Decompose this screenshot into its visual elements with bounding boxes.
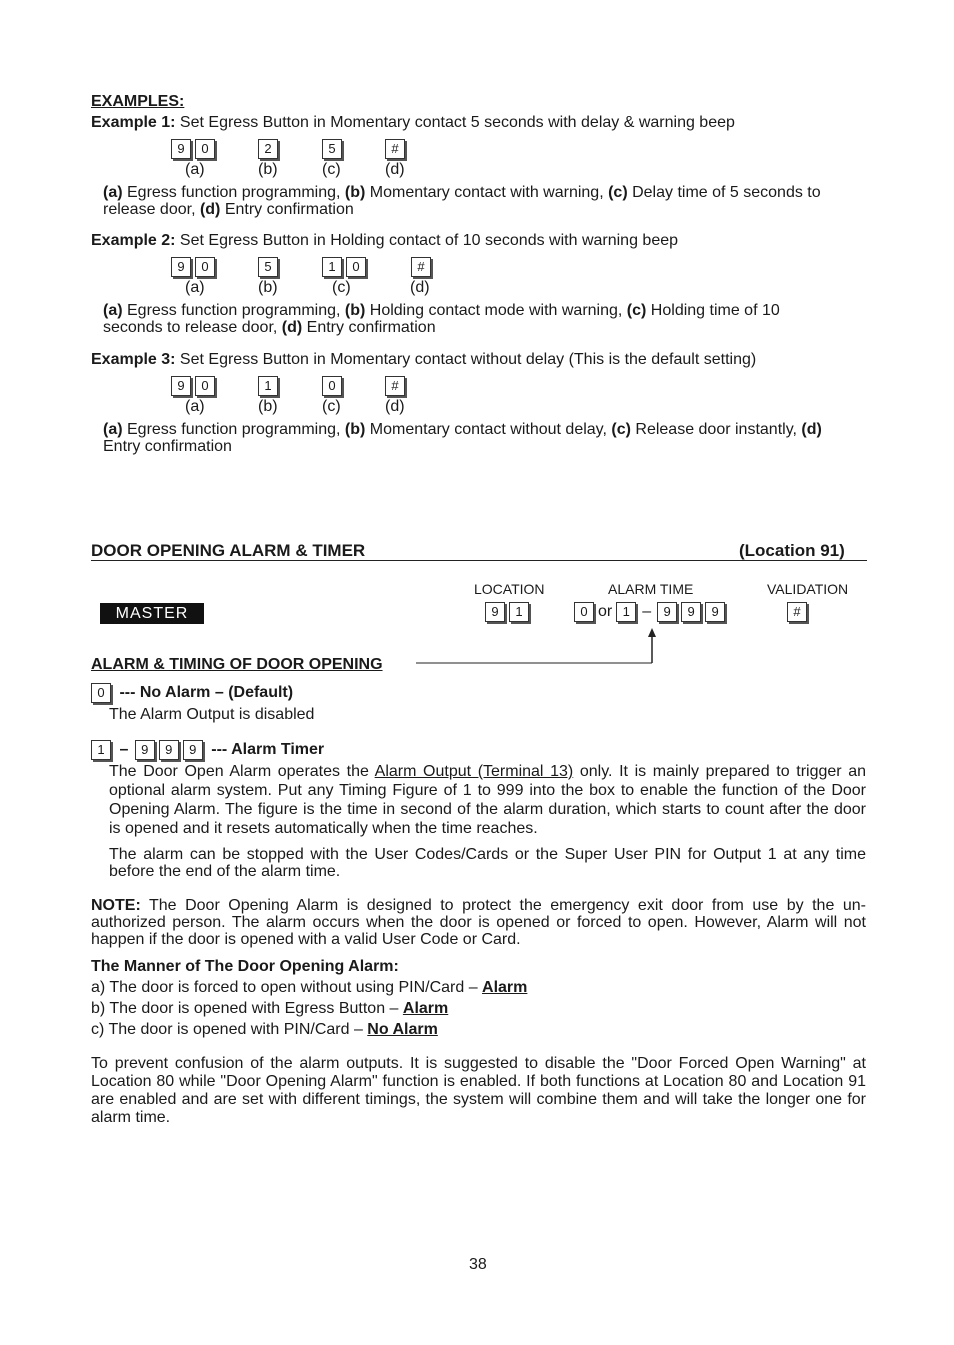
example-3-keys-b: [258, 376, 282, 396]
label-c: (c): [332, 279, 351, 296]
key: 9: [705, 602, 725, 622]
key: 9: [485, 602, 505, 622]
label-a: (a): [185, 161, 205, 178]
col-validation-label: VALIDATION: [767, 581, 849, 597]
key: 5: [322, 139, 342, 159]
key: 9: [171, 376, 191, 396]
master-badge: MASTER: [100, 603, 204, 624]
key: #: [787, 602, 807, 622]
example-3-title: Example 3: Set Egress Button in Momentary contact without delay (This is the default setting): [91, 351, 757, 368]
example-3-keys-d: [385, 376, 409, 396]
section-location: (Location 91): [739, 541, 845, 560]
or-text: or: [598, 603, 613, 620]
label-c: (c): [322, 161, 341, 178]
examples-heading: EXAMPLES:: [91, 93, 185, 110]
example-2-keys-a: [171, 257, 219, 277]
label-c: (c): [322, 398, 341, 415]
alarm-time-keys: [574, 602, 729, 622]
key: 9: [657, 602, 677, 622]
key: 9: [159, 740, 179, 760]
validation-keys: [787, 602, 811, 622]
note-paragraph: NOTE: The Door Opening Alarm is designed to protect the emergency exit door from use by the un-authorized person. The alarm occurs when the door is opened or forced to open. However, Alarm will not happen if the door is opened with a valid User Code or Card.: [91, 897, 866, 948]
label-b: (b): [258, 398, 278, 415]
option-0-desc: The Alarm Output is disabled: [109, 706, 315, 723]
label-d: (d): [410, 279, 430, 296]
label-a: (a): [185, 398, 205, 415]
example-1-keys-d: [385, 139, 409, 159]
closing-paragraph: To prevent confusion of the alarm outputs. It is suggested to disable the "Door Forced Open Warning" at Location 80 while "Door Opening Alarm" function is enabled. If both functions at Location 80 and Location 91 are enabled and are set with different timings, the system will combine them and will take the longer one for alarm time.: [91, 1055, 866, 1126]
key: #: [385, 139, 405, 159]
key: 9: [171, 139, 191, 159]
manner-item: b) The door is opened with Egress Button – Alarm: [91, 1000, 449, 1017]
example-3-keys-c: [322, 376, 346, 396]
label-b: (b): [258, 161, 278, 178]
label-a: (a): [185, 279, 205, 296]
label-d: (d): [385, 398, 405, 415]
page-number: 38: [469, 1256, 487, 1273]
option-0-row: 0 --- No Alarm – (Default): [91, 683, 293, 703]
example-1-keys-a: [171, 139, 219, 159]
key: #: [385, 376, 405, 396]
section-title: DOOR OPENING ALARM & TIMER: [91, 541, 366, 560]
example-2-keys-d: [411, 257, 435, 277]
key: 0: [195, 257, 215, 277]
key: 9: [183, 740, 203, 760]
example-1-desc: (a) Egress function programming, (b) Momentary contact with warning, (c) Delay time of 5 seconds to release door, (d) Entry confirmation: [103, 184, 821, 218]
key: 0: [574, 602, 594, 622]
key: 1: [322, 257, 342, 277]
manner-item: c) The door is opened with PIN/Card – No Alarm: [91, 1021, 438, 1038]
example-1-keys-b: [258, 139, 282, 159]
key: 1: [258, 376, 278, 396]
key: 5: [258, 257, 278, 277]
key: 0: [91, 683, 111, 703]
key: #: [411, 257, 431, 277]
example-1-title: Example 1: Set Egress Button in Momentary contact 5 seconds with delay & warning beep: [91, 114, 735, 131]
key: 0: [322, 376, 342, 396]
option-1-row: 1 – 9 9 9 --- Alarm Timer: [91, 740, 324, 760]
example-2-desc: (a) Egress function programming, (b) Holding contact mode with warning, (c) Holding time of 10 seconds to release door, (d) Entry confirmation: [103, 302, 780, 336]
option-1-paragraph-1: The Door Open Alarm operates the Alarm Output (Terminal 13) only. It is mainly prepared to trigger an optional alarm system. Put any Timing Figure of 1 to 999 into the box to enable the function of the Door Opening Alarm. The figure is the time in second of the alarm duration, which starts to count after the door is opened and it resets automatically when the time reaches.: [109, 763, 867, 837]
example-2-keys-b: [258, 257, 282, 277]
alarm-output-link: Alarm Output (Terminal 13): [374, 763, 574, 780]
key: 9: [171, 257, 191, 277]
example-2-keys-c: [322, 257, 370, 277]
label-b: (b): [258, 279, 278, 296]
key: 0: [346, 257, 366, 277]
manner-title: The Manner of The Door Opening Alarm:: [91, 958, 399, 975]
col-alarm-time-label: ALARM TIME: [608, 581, 694, 597]
key: 9: [135, 740, 155, 760]
arrow-connector: [410, 628, 670, 668]
key: 0: [195, 139, 215, 159]
key: 9: [681, 602, 701, 622]
example-2-title: Example 2: Set Egress Button in Holding contact of 10 seconds with warning beep: [91, 232, 679, 249]
alarm-timing-subheading: ALARM & TIMING OF DOOR OPENING: [91, 656, 383, 673]
manner-item: a) The door is forced to open without using PIN/Card – Alarm: [91, 979, 528, 996]
col-location-label: LOCATION: [474, 581, 545, 597]
option-1-paragraph-2: The alarm can be stopped with the User Codes/Cards or the Super User PIN for Output 1 at any time before the end of the alarm time.: [109, 846, 866, 880]
example-3-keys-a: [171, 376, 219, 396]
label-d: (d): [385, 161, 405, 178]
key: 2: [258, 139, 278, 159]
key: 0: [195, 376, 215, 396]
section-rule: [91, 560, 867, 561]
example-3-desc: (a) Egress function programming, (b) Momentary contact without delay, (c) Release door instantly, (d) Entry confirmation: [103, 421, 822, 455]
key: 1: [509, 602, 529, 622]
dash-text: –: [642, 603, 652, 620]
key: 1: [91, 740, 111, 760]
location-keys: [485, 602, 533, 622]
example-1-keys-c: [322, 139, 346, 159]
key: 1: [616, 602, 636, 622]
